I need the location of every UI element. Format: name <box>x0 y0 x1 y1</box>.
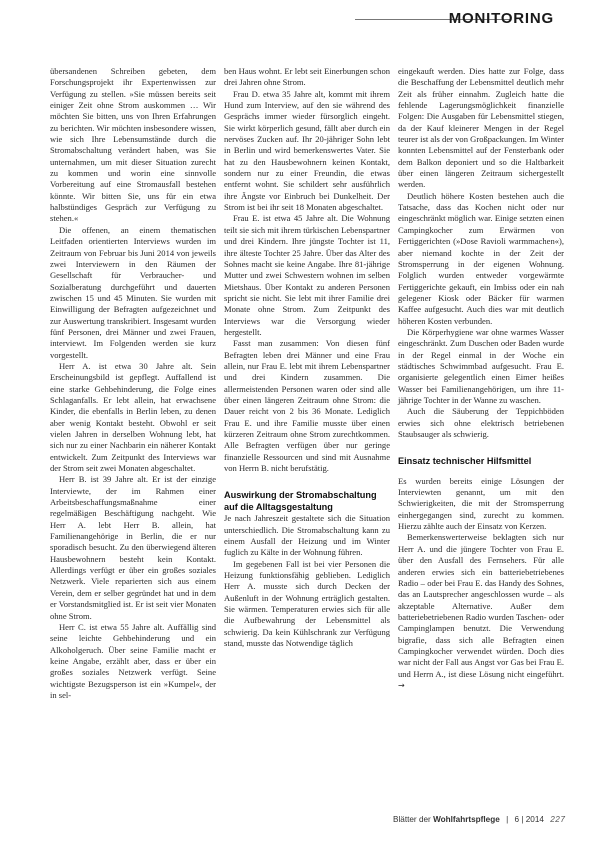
paragraph: ben Haus wohnt. Er lebt seit Einerbungen schon drei Jahren ohne Strom. <box>224 66 390 88</box>
paragraph: Deutlich höhere Kosten bestehen auch die Tatsache, dass das Kochen nicht oder nur eingeschränkt möglich war. Einige setzten einen Campingkocher zum Erwärmen von Fertiggerichten (»Dose Ravioli warmmachen«), aber niemand kochte in der Zeit der Stromsperrung in der eigenen Wohnung. Folglich wurden entweder vorgewärmte Fertiggerichte gekauft, ein Imbiss oder ein nah gelegener Kiosk oder Bäcker für warmen Kaffee aufgesucht. Auch dies war mit deutlich höheren Kosten verbunden. <box>398 190 564 326</box>
paragraph: eingekauft werden. Dies hatte zur Folge, dass die Beschaffung der Lebensmittel deutlich mehr Zeit als früher einnahm. Zugleich hatte die fehlende Lagerungsmöglichkeit finanzielle Folgen: Die Ausgaben für Lebensmittel stiegen, da der Kauf kleinerer Mengen in der Regel teurer ist als der von Großpackungen. Im Winter konnten Lebensmittel auf der Fensterbank oder dem Balkon deponiert und so die Haltbarkeit über einen längeren Zeitraum sichergestellt werden. <box>398 66 564 190</box>
paragraph: Auch die Säuberung der Teppichböden erwies sich ohne elektrisch betriebenen Staubsauger als schwierig. <box>398 406 564 439</box>
paragraph: Herr B. ist 39 Jahre alt. Er ist der einzige Interviewte, der im Rahmen einer Arbeitsbeschaffungsmaßnahme einer regelmäßigen Beschäftigung nachgeht. Wie Herr A. lebt Herr B. allein, hat Familienangehörige in Berlin, die er nur sporadisch besucht. Zu den überwiegend älteren Hausbewohnern besteht kein Kontakt. Allerdings verfügt er über ein großes soziales Netzwerk. Viele reparierten sich aus einem Verein, dem er selber gegründet hat und in dem er Vorstandsmitglied ist. Er ist seit vier Monaten ohne Strom. <box>50 474 216 621</box>
text-column-1 <box>50 66 216 701</box>
paragraph: übersandenen Schreiben gebeten, dem Forschungsprojekt ihr Expertenwissen zur Verfügung zu stellen. »Sie müssen bereits seit einiger Zeit ohne Strom auskommen … Wir möchten Sie bitten, uns von Ihren Erfahrungen zu berichten. Wir möchten insbesondere wissen, wie sich Ihre Lebensumstände durch die Stromabschaltung verändert haben, was Sie unternahmen, um mit dieser Situation zurecht zu kommen und worin eine sinnvolle Vorbereitung auf eine Stromausfall bestehen könnte. Wir bitten Sie, uns für ein etwa halbstündiges Gespräch zur Verfügung zu stehen.« <box>50 66 216 224</box>
page-footer <box>393 815 565 824</box>
paragraph: Frau E. ist etwa 45 Jahre alt. Die Wohnung teilt sie sich mit ihrem türkischen Lebenspartner und drei Kindern. Ihre jüngste Tochter ist 11, ihre älteste Tochter 25 Jahre. Über das Alter des Sohnes macht sie keine Angabe. Ihre 81-jährige Mutter und zwei Schwestern wohnen im selben Mietshaus. Über Kontakt zu anderen Personen spricht sie nicht. Sie lebt mit ihrer Familie drei Monate ohne Strom. Zum Zeitpunkt des Interviews war die Versorgung wieder hergestellt. <box>224 213 390 337</box>
continue-arrow-icon: → <box>398 680 405 690</box>
section-title: MONITORING <box>448 10 554 27</box>
subheading-hilfsmittel: Einsatz technischer Hilfsmittel <box>398 456 532 467</box>
page-number: 227 <box>550 815 566 824</box>
paragraph: Die Körperhygiene war ohne warmes Wasser eingeschränkt. Zum Duschen oder Baden wurde in der Regel einmal in der Woche ein städtisches Schwimmbad aufgesucht. Frau E. organisierte gelegentlich einen Eimer heißes Wasser bei Familienangehörigen, um ihre 11-jährige Tochter in der Wanne zu waschen. <box>398 326 564 405</box>
text-column-2 <box>224 66 390 649</box>
paragraph: Herr A. ist etwa 30 Jahre alt. Sein Erscheinungsbild ist gepflegt. Auffallend ist eine starke Gehbehinderung, die Folge eines Schlaganfalls. Er lebt allein, hat erwachsene Kinder, die ebenfalls in Berlin leben, zu denen aber wenig Kontakt besteht. Obwohl er seit vielen Jahren in derselben Wohnung lebt, hat sich nur zu einer Nachbarin ein näherer Kontakt entwickelt. Zum Zeitpunkt des Interviews war der Strom seit zwei Monaten abgeschaltet. <box>50 360 216 474</box>
issue-number: 6 | 2014 <box>514 815 544 824</box>
journal-prefix: Blätter der <box>393 815 431 824</box>
paragraph-text: Bemerkenswerterweise beklagten sich nur Herr A. und die jüngere Tochter von Frau E. über den Ausfall des Fernsehers. Für alle anderen erwies sich ein batteriebetriebenes Radio – oder bei Frau E. das Handy des Sohnes, das an Lautsprecher angeschlossen wurde – als akzeptable Alternative. Außer dem batteriebetriebenen Radio wurden Taschen- oder Campinglampen benutzt. Die Verwendung bigrafie, dass sich alle Befragten einen Campingkocher verwendet würden. Doch dies war nicht der Fall aus Angst vor Gas bei Frau E. und Herrn A., ist diese Lösung nicht eingeführt. <box>398 532 564 679</box>
paragraph: Es wurden bereits einige Lösungen der Interviewten genannt, um mit den Schwierigkeiten, die mit der Stromsperrung einhergegangen sind, zurecht zu kommen. Hierzu zählte auch der Einsatz von Kerzen. <box>398 475 564 532</box>
paragraph: Die offenen, an einem thematischen Leitfaden orientierten Interviews wurden im Zeitraum von Februar bis Juni 2014 von jeweils zwei Interviewern in den Räumen der Gesellschaft für Verbraucher- und Sozialberatung durchgeführt und dauerten zwischen 15 und 45 Minuten. Sie wurden mit Einwilligung der Befragten aufgezeichnet und zur Auswertung transkribiert. Insgesamt wurden fünf Personen, drei Männer und zwei Frauen, interviewt. Im Folgenden werden sie kurz vorgestellt. <box>50 224 216 360</box>
paragraph: Je nach Jahreszeit gestaltete sich die Situation unterschiedlich. Die Stromabschaltung kann zu einem Ausfall der Heizung und im Winter fuglich zu Kälte in der Wohnung führen. <box>224 513 390 558</box>
text-column-3 <box>398 66 564 691</box>
journal-name: Wohlfahrtspflege <box>433 815 500 824</box>
paragraph: Im gegebenen Fall ist bei vier Personen die Heizung funktionsfähig geblieben. Lediglich Herr A. musste sich durch Decken der Außenluft in der Wohnung erträglich gestalten. Sie wärmen. Temperaturen erwies sich für alle die Aufbewahrung der Lebensmittel als schwierig. Da kein Kühlschrank zur Verfügung stand, musste das Notwendige täglich <box>224 558 390 648</box>
footer-separator: | <box>506 815 509 824</box>
paragraph <box>398 532 564 691</box>
paragraph: Fasst man zusammen: Von diesen fünf Befragten leben drei Männer und eine Frau allein, nur Frau E. lebt mit ihrem Lebenspartner und drei Kindern zusammen. Die allermeistenden Personen waren oder sind alle über einen längeren Zeitraum ohne Strom: die Dauer reicht von 2 bis 36 Monate. Lediglich Frau E. und ihre Familie musste über einen kürzeren Zeitraum ohne Strom zurechtkommen. Alle Befragten verfügen über nur geringe finanzielle Ressourcen und sind mit Ausnahme von Herrn B. nicht berufstätig. <box>224 338 390 474</box>
subheading-alltag: Auswirkung der Stromabschaltung auf die Alltagsgestaltung <box>224 490 377 512</box>
paragraph: Herr C. ist etwa 55 Jahre alt. Auffällig sind seine leichte Gehbehinderung und ein Alkoholgeruch. Über seine Familie macht er keine Angabe, erzählt aber, dass er über ein großes soziales Netzwerk verfügt. Seine wichtigste Bezugsperson ist ein »Kumpel«, der in sel- <box>50 621 216 700</box>
paragraph: Frau D. etwa 35 Jahre alt, kommt mit ihrem Hund zum Interview, auf den sie während des Gesprächs immer wieder fürsorglich eingeht. Sie wirkt körperlich gesund, fällt aber durch ein nervöses Zucken auf. Ihr 20-jähriger Sohn lebt in Berlin und wird bemerkenswertes Vater. Sie hat zu den Hausbewohnern keinen Kontakt, sondern nur zu einer Freundin, die etwas entfernt wohnt. Sie schildert sehr ausführlich ihre Ängste vor Einbruch bei Dunkelheit. Der Strom ist bei ihr seit 18 Monaten abgeschaltet. <box>224 88 390 213</box>
